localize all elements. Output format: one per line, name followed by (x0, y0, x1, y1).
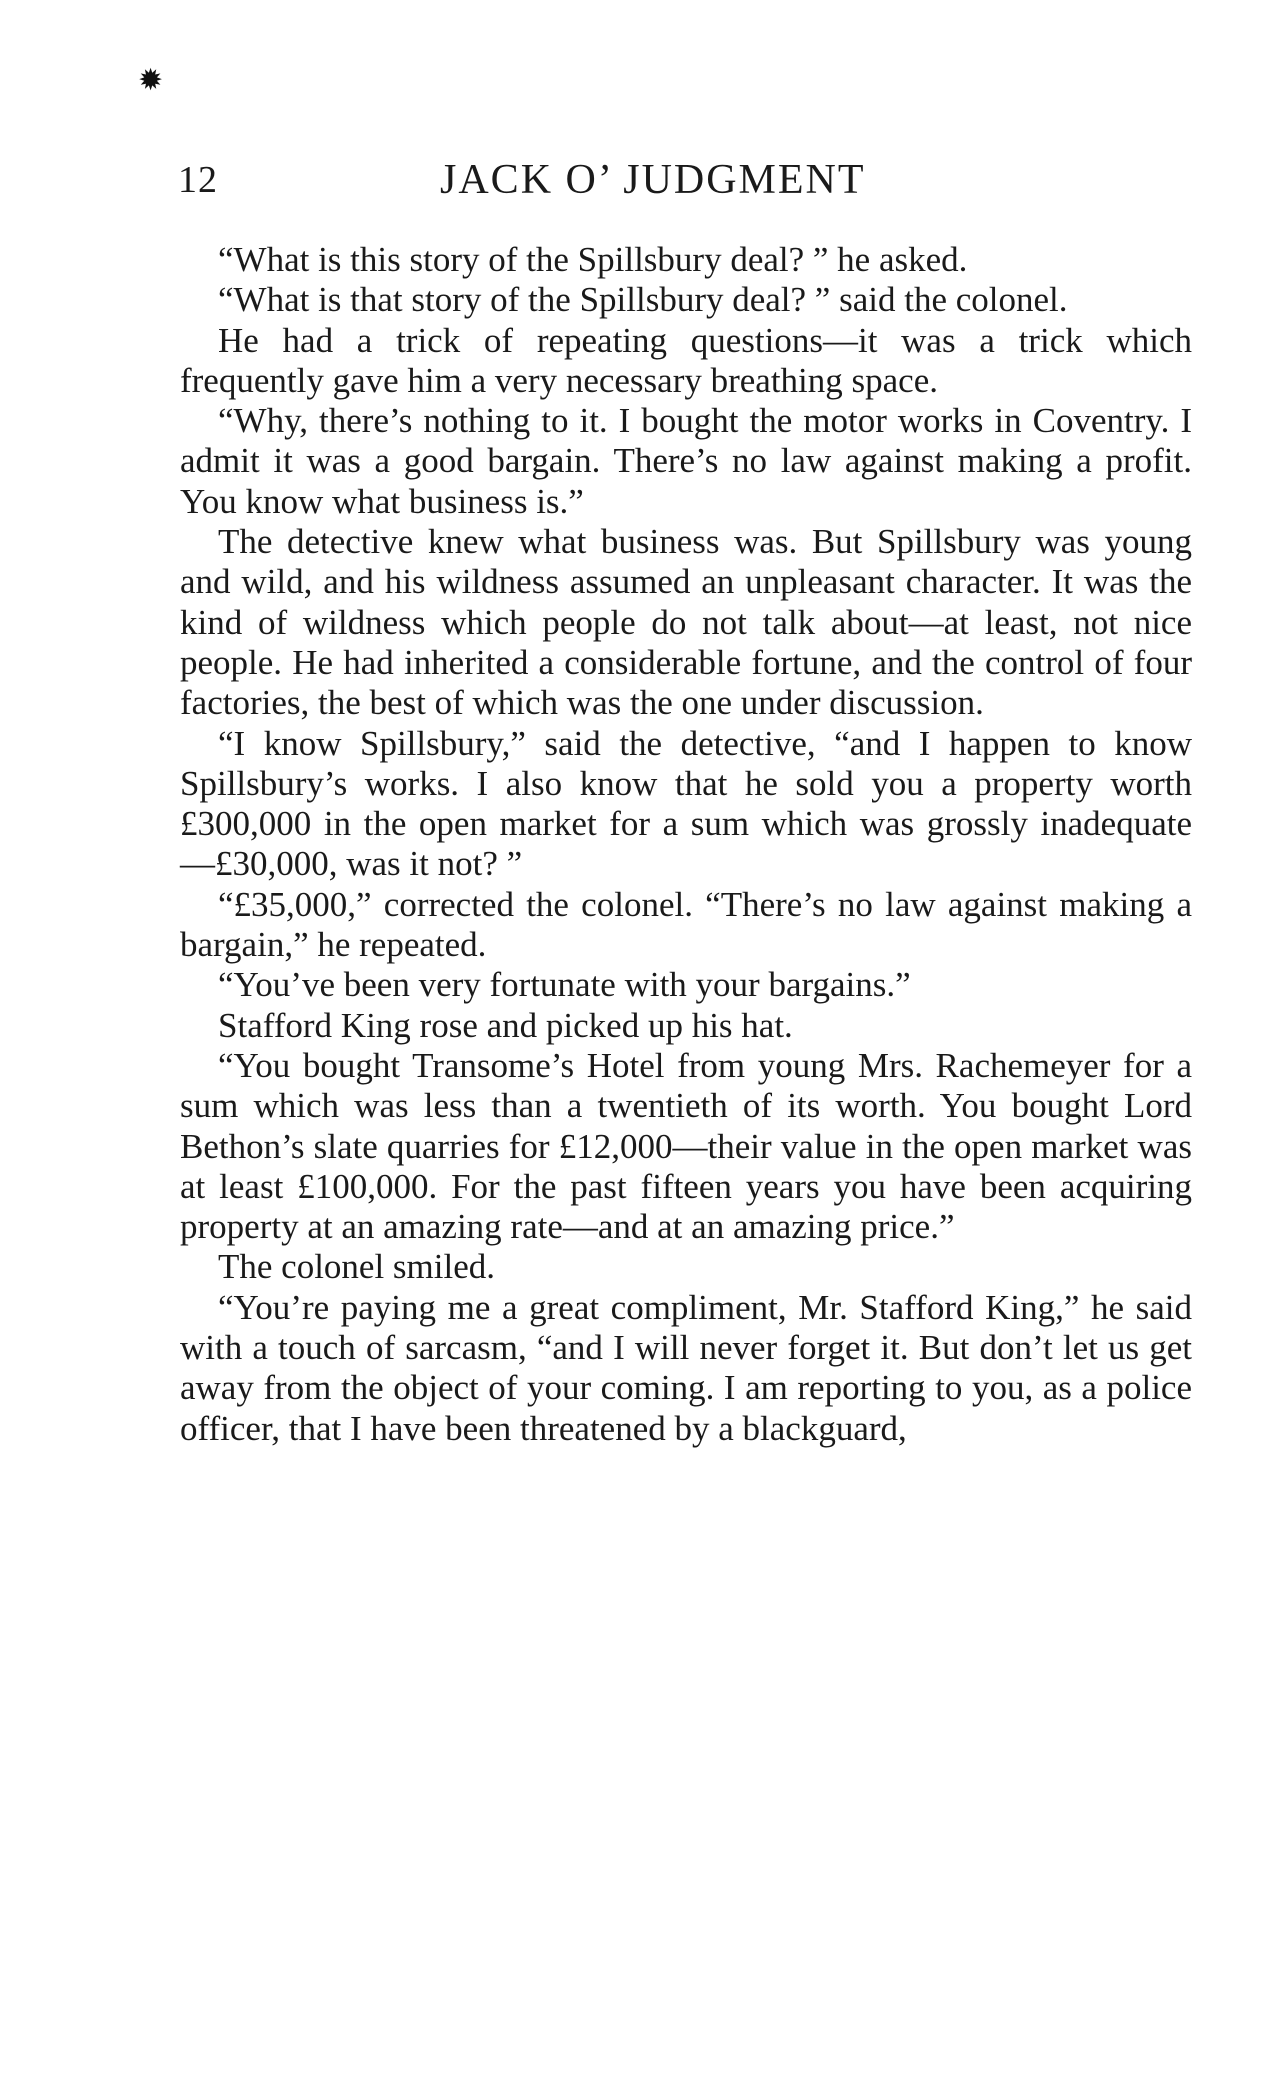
paragraph: “Why, there’s nothing to it. I bought the motor works in Coventry. I admit it was a good bargain. There’s no law against making a profit. You know what business is.” (180, 401, 1192, 521)
paragraph: “What is that story of the Spillsbury deal? ” said the colonel. (218, 280, 1068, 320)
paragraph: “£35,000,” corrected the colonel. “There’s no law against making a bargain,” he repeated. (180, 884, 1192, 965)
page-number: 12 (178, 159, 218, 201)
body-text (180, 240, 1192, 1449)
page-header (178, 150, 1188, 210)
ornament-mark: ✹ (138, 64, 164, 97)
paragraph: The detective knew what business was. But Spillsbury was young and wild, and his wildness assumed an unpleasant character. It was the kind of wildness which people do not talk about—at least, not nice people. He had inherited a considerable fortune, and the control of four factories, the best of which was the one under discussion. (180, 522, 1192, 723)
paragraph: The colonel smiled. (218, 1247, 496, 1287)
running-title: JACK O’ JUDGMENT (440, 157, 866, 203)
paragraph: He had a trick of repeating questions—it was a trick which frequently gave him a very necessary breathing space. (180, 320, 1192, 400)
paragraph: Stafford King rose and picked up his hat. (218, 1005, 793, 1045)
paragraph: “You’re paying me a great compliment, Mr. Stafford King,” he said with a touch of sarcasm, “and I will never forget it. But don’t let us get away from the object of your coming. I am reporting to you, as a police officer, that I have been threatened by a blackguard, (180, 1287, 1192, 1448)
paragraph: “You’ve been very fortunate with your bargains.” (218, 965, 911, 1005)
paragraph: “I know Spillsbury,” said the detective, “and I happen to know Spillsbury’s works. I also know that he sold you a property worth £300,000 in the open market for a sum which was grossly inadequate —£30,000, was it not? ” (180, 723, 1192, 884)
paragraph: “You bought Transome’s Hotel from young Mrs. Rachemeyer for a sum which was less than a twentieth of its worth. You bought Lord Bethon’s slate quarries for £12,000—their value in the open market was at least £100,000. For the past fifteen years you have been acquiring property at an amazing rate—and at an amazing price.” (180, 1045, 1192, 1247)
paragraph: “What is this story of the Spillsbury deal? ” he asked. (218, 240, 968, 279)
